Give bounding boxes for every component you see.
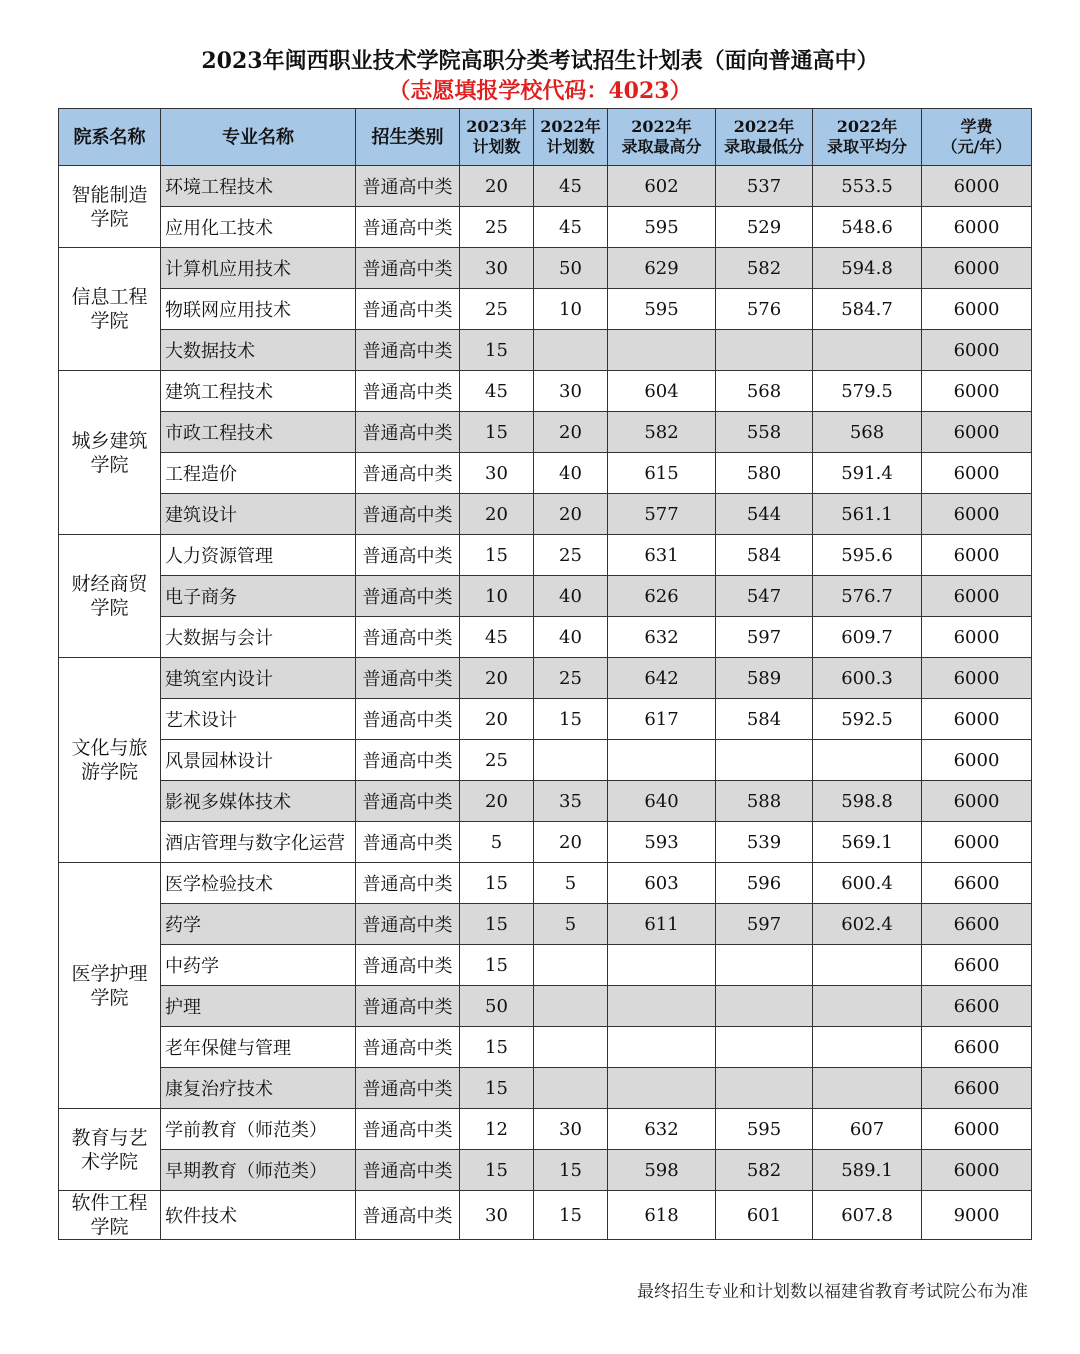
- min-score-cell: 576: [716, 289, 813, 330]
- school-code-subtitle: （志愿填报学校代码：4023）: [388, 78, 692, 104]
- avg-score-cell: 592.5: [813, 699, 922, 740]
- avg-score-cell: 594.8: [813, 248, 922, 289]
- max-score-cell: 642: [608, 658, 716, 699]
- table-row: [59, 945, 1032, 986]
- table-row: [59, 289, 1032, 330]
- plan-2022-cell: 25: [534, 658, 608, 699]
- major-name-cell: 药学: [161, 904, 356, 945]
- major-name-cell: 康复治疗技术: [161, 1068, 356, 1109]
- max-score-cell: 604: [608, 371, 716, 412]
- table-row: [59, 904, 1032, 945]
- max-score-cell: [608, 1027, 716, 1068]
- tuition-cell: 6000: [922, 453, 1032, 494]
- tuition-cell: 6000: [922, 330, 1032, 371]
- department-name-line1: 智能制造: [71, 183, 148, 206]
- plan-2023-cell: 25: [460, 740, 534, 781]
- max-score-cell: 617: [608, 699, 716, 740]
- max-score-cell: [608, 1068, 716, 1109]
- enrollment-plan-table: [58, 108, 1032, 1240]
- header-category: 招生类别: [356, 109, 460, 166]
- avg-score-cell: 607.8: [813, 1191, 922, 1240]
- tuition-cell: 9000: [922, 1191, 1032, 1240]
- avg-score-cell: [813, 1027, 922, 1068]
- avg-score-cell: 548.6: [813, 207, 922, 248]
- plan-2022-cell: 15: [534, 1191, 608, 1240]
- plan-2022-cell: 20: [534, 494, 608, 535]
- department-name-line1: 信息工程: [71, 286, 148, 308]
- table-row: [59, 1068, 1032, 1109]
- min-score-cell: 580: [716, 453, 813, 494]
- plan-2022-cell: [534, 330, 608, 371]
- header-avg-2022: 2022年 录取平均分: [813, 109, 922, 166]
- table-row: [59, 658, 1032, 699]
- header-plan-2022: 2022年 计划数: [534, 109, 608, 166]
- department-cell: [59, 658, 161, 863]
- max-score-cell: [608, 986, 716, 1027]
- avg-score-cell: [813, 986, 922, 1027]
- table-row: [59, 576, 1032, 617]
- major-name-cell: 建筑设计: [161, 494, 356, 535]
- category-cell: 普通高中类: [356, 863, 460, 904]
- category-cell: 普通高中类: [356, 576, 460, 617]
- table-row: [59, 166, 1032, 207]
- category-cell: 普通高中类: [356, 248, 460, 289]
- department-cell: [59, 535, 161, 658]
- plan-2022-cell: 15: [534, 1150, 608, 1191]
- plan-2023-cell: 15: [460, 1027, 534, 1068]
- max-score-cell: [608, 945, 716, 986]
- avg-score-cell: 568: [813, 412, 922, 453]
- major-name-cell: 中药学: [161, 945, 356, 986]
- department-name-line2: 游学院: [80, 761, 138, 783]
- min-score-cell: 595: [716, 1109, 813, 1150]
- category-cell: 普通高中类: [356, 617, 460, 658]
- category-cell: 普通高中类: [356, 699, 460, 740]
- plan-2022-cell: 5: [534, 904, 608, 945]
- plan-2023-cell: 30: [460, 1191, 534, 1240]
- max-score-cell: 595: [608, 289, 716, 330]
- table-row: [59, 1027, 1032, 1068]
- department-name-line2: 学院: [90, 1216, 129, 1238]
- table-row: [59, 330, 1032, 371]
- min-score-cell: 588: [716, 781, 813, 822]
- major-name-cell: 人力资源管理: [161, 535, 356, 576]
- plan-2023-cell: 15: [460, 945, 534, 986]
- tuition-cell: 6000: [922, 535, 1032, 576]
- department-name-line2: 学院: [90, 986, 129, 1009]
- plan-2023-cell: 15: [460, 863, 534, 904]
- category-cell: 普通高中类: [356, 1027, 460, 1068]
- major-name-cell: 酒店管理与数字化运营: [161, 822, 356, 863]
- plan-2022-cell: [534, 945, 608, 986]
- department-name-line2: 术学院: [80, 1150, 138, 1173]
- tuition-cell: 6000: [922, 248, 1032, 289]
- table-header-row: [59, 109, 1032, 166]
- plan-2022-cell: 20: [534, 822, 608, 863]
- tuition-cell: 6000: [922, 617, 1032, 658]
- major-name-cell: 护理: [161, 986, 356, 1027]
- department-cell: [59, 1191, 161, 1240]
- plan-2023-cell: 5: [460, 822, 534, 863]
- table-row: [59, 986, 1032, 1027]
- table-row: [59, 699, 1032, 740]
- min-score-cell: [716, 330, 813, 371]
- tuition-cell: 6000: [922, 494, 1032, 535]
- max-score-cell: 577: [608, 494, 716, 535]
- tuition-cell: 6600: [922, 986, 1032, 1027]
- category-cell: 普通高中类: [356, 986, 460, 1027]
- max-score-cell: 618: [608, 1191, 716, 1240]
- department-name-line2: 学院: [90, 207, 129, 230]
- major-name-cell: 学前教育（师范类）: [161, 1109, 356, 1150]
- category-cell: 普通高中类: [356, 781, 460, 822]
- plan-2022-cell: [534, 1068, 608, 1109]
- category-cell: 普通高中类: [356, 330, 460, 371]
- major-name-cell: 影视多媒体技术: [161, 781, 356, 822]
- department-name-line1: 医学护理: [71, 962, 148, 985]
- plan-2022-cell: 35: [534, 781, 608, 822]
- max-score-cell: 598: [608, 1150, 716, 1191]
- tuition-cell: 6600: [922, 945, 1032, 986]
- tuition-cell: 6000: [922, 412, 1032, 453]
- table-row: [59, 617, 1032, 658]
- avg-score-cell: 598.8: [813, 781, 922, 822]
- header-min-2022: 2022年 录取最低分: [716, 109, 813, 166]
- tuition-cell: 6600: [922, 904, 1032, 945]
- plan-2022-cell: 40: [534, 617, 608, 658]
- avg-score-cell: 595.6: [813, 535, 922, 576]
- category-cell: 普通高中类: [356, 1109, 460, 1150]
- table-row: [59, 781, 1032, 822]
- max-score-cell: 602: [608, 166, 716, 207]
- avg-score-cell: 602.4: [813, 904, 922, 945]
- category-cell: 普通高中类: [356, 207, 460, 248]
- min-score-cell: 558: [716, 412, 813, 453]
- major-name-cell: 医学检验技术: [161, 863, 356, 904]
- min-score-cell: 601: [716, 1191, 813, 1240]
- avg-score-cell: [813, 740, 922, 781]
- max-score-cell: 632: [608, 617, 716, 658]
- header-fee: 学费 （元/年）: [922, 109, 1032, 166]
- plan-2023-cell: 10: [460, 576, 534, 617]
- min-score-cell: 539: [716, 822, 813, 863]
- plan-2023-cell: 15: [460, 535, 534, 576]
- max-score-cell: [608, 330, 716, 371]
- plan-2023-cell: 45: [460, 371, 534, 412]
- major-name-cell: 物联网应用技术: [161, 289, 356, 330]
- max-score-cell: 615: [608, 453, 716, 494]
- tuition-cell: 6600: [922, 1027, 1032, 1068]
- max-score-cell: 626: [608, 576, 716, 617]
- plan-2022-cell: [534, 1027, 608, 1068]
- plan-2023-cell: 15: [460, 1068, 534, 1109]
- header-max-2022: 2022年 录取最高分: [608, 109, 716, 166]
- table-row: [59, 248, 1032, 289]
- min-score-cell: 596: [716, 863, 813, 904]
- plan-2023-cell: 15: [460, 330, 534, 371]
- avg-score-cell: 600.4: [813, 863, 922, 904]
- plan-2022-cell: 50: [534, 248, 608, 289]
- category-cell: 普通高中类: [356, 1150, 460, 1191]
- major-name-cell: 建筑工程技术: [161, 371, 356, 412]
- min-score-cell: [716, 1068, 813, 1109]
- major-name-cell: 环境工程技术: [161, 166, 356, 207]
- tuition-cell: 6000: [922, 658, 1032, 699]
- major-name-cell: 早期教育（师范类）: [161, 1150, 356, 1191]
- table-row: [59, 453, 1032, 494]
- plan-2023-cell: 20: [460, 781, 534, 822]
- plan-2022-cell: 30: [534, 1109, 608, 1150]
- min-score-cell: 547: [716, 576, 813, 617]
- plan-2023-cell: 20: [460, 699, 534, 740]
- plan-2023-cell: 30: [460, 248, 534, 289]
- department-cell: [59, 248, 161, 371]
- category-cell: 普通高中类: [356, 412, 460, 453]
- department-name-line2: 学院: [90, 453, 129, 476]
- min-score-cell: 529: [716, 207, 813, 248]
- max-score-cell: 629: [608, 248, 716, 289]
- avg-score-cell: 589.1: [813, 1150, 922, 1191]
- min-score-cell: 597: [716, 617, 813, 658]
- category-cell: 普通高中类: [356, 371, 460, 412]
- header-dept: 院系名称: [59, 109, 161, 166]
- table-row: [59, 740, 1032, 781]
- tuition-cell: 6000: [922, 781, 1032, 822]
- tuition-cell: 6600: [922, 1068, 1032, 1109]
- major-name-cell: 风景园林设计: [161, 740, 356, 781]
- category-cell: 普通高中类: [356, 166, 460, 207]
- tuition-cell: 6000: [922, 166, 1032, 207]
- avg-score-cell: 584.7: [813, 289, 922, 330]
- plan-2022-cell: 45: [534, 207, 608, 248]
- min-score-cell: 582: [716, 1150, 813, 1191]
- category-cell: 普通高中类: [356, 535, 460, 576]
- category-cell: 普通高中类: [356, 289, 460, 330]
- avg-score-cell: 569.1: [813, 822, 922, 863]
- department-cell: [59, 863, 161, 1109]
- plan-2022-cell: [534, 986, 608, 1027]
- max-score-cell: 632: [608, 1109, 716, 1150]
- avg-score-cell: 609.7: [813, 617, 922, 658]
- min-score-cell: 568: [716, 371, 813, 412]
- avg-score-cell: 561.1: [813, 494, 922, 535]
- plan-2022-cell: 45: [534, 166, 608, 207]
- tuition-cell: 6000: [922, 699, 1032, 740]
- tuition-cell: 6000: [922, 289, 1032, 330]
- category-cell: 普通高中类: [356, 945, 460, 986]
- plan-2022-cell: 15: [534, 699, 608, 740]
- department-name-line2: 学院: [90, 310, 129, 332]
- avg-score-cell: 576.7: [813, 576, 922, 617]
- max-score-cell: 582: [608, 412, 716, 453]
- plan-2023-cell: 15: [460, 1150, 534, 1191]
- min-score-cell: 537: [716, 166, 813, 207]
- category-cell: 普通高中类: [356, 1068, 460, 1109]
- table-row: [59, 494, 1032, 535]
- department-cell: [59, 166, 161, 248]
- plan-2022-cell: [534, 740, 608, 781]
- max-score-cell: 595: [608, 207, 716, 248]
- plan-2022-cell: 5: [534, 863, 608, 904]
- table-row: [59, 535, 1032, 576]
- avg-score-cell: 553.5: [813, 166, 922, 207]
- plan-2022-cell: 10: [534, 289, 608, 330]
- header-plan-2023: 2023年 计划数: [460, 109, 534, 166]
- category-cell: 普通高中类: [356, 822, 460, 863]
- min-score-cell: 584: [716, 535, 813, 576]
- max-score-cell: 640: [608, 781, 716, 822]
- table-row: [59, 412, 1032, 453]
- department-name-line2: 学院: [90, 597, 129, 619]
- table-row: [59, 207, 1032, 248]
- avg-score-cell: 579.5: [813, 371, 922, 412]
- avg-score-cell: 591.4: [813, 453, 922, 494]
- plan-2023-cell: 30: [460, 453, 534, 494]
- category-cell: 普通高中类: [356, 494, 460, 535]
- min-score-cell: 544: [716, 494, 813, 535]
- tuition-cell: 6000: [922, 207, 1032, 248]
- avg-score-cell: 607: [813, 1109, 922, 1150]
- table-row: [59, 1109, 1032, 1150]
- footer-note: 最终招生专业和计划数以福建省教育考试院公布为准: [637, 1282, 1028, 1302]
- tuition-cell: 6000: [922, 822, 1032, 863]
- tuition-cell: 6600: [922, 863, 1032, 904]
- min-score-cell: 597: [716, 904, 813, 945]
- category-cell: 普通高中类: [356, 1191, 460, 1240]
- plan-2023-cell: 20: [460, 658, 534, 699]
- major-name-cell: 建筑室内设计: [161, 658, 356, 699]
- plan-2022-cell: 40: [534, 576, 608, 617]
- plan-2023-cell: 25: [460, 289, 534, 330]
- category-cell: 普通高中类: [356, 904, 460, 945]
- table-row: [59, 863, 1032, 904]
- major-name-cell: 大数据技术: [161, 330, 356, 371]
- category-cell: 普通高中类: [356, 453, 460, 494]
- major-name-cell: 市政工程技术: [161, 412, 356, 453]
- avg-score-cell: [813, 945, 922, 986]
- plan-2023-cell: 50: [460, 986, 534, 1027]
- max-score-cell: 603: [608, 863, 716, 904]
- category-cell: 普通高中类: [356, 740, 460, 781]
- department-name-line1: 财经商贸: [71, 573, 148, 595]
- min-score-cell: 582: [716, 248, 813, 289]
- category-cell: 普通高中类: [356, 658, 460, 699]
- department-name-line1: 教育与艺: [71, 1126, 148, 1149]
- major-name-cell: 工程造价: [161, 453, 356, 494]
- tuition-cell: 6000: [922, 740, 1032, 781]
- table-row: [59, 822, 1032, 863]
- plan-2022-cell: 25: [534, 535, 608, 576]
- major-name-cell: 老年保健与管理: [161, 1027, 356, 1068]
- plan-2023-cell: 45: [460, 617, 534, 658]
- tuition-cell: 6000: [922, 371, 1032, 412]
- avg-score-cell: 600.3: [813, 658, 922, 699]
- avg-score-cell: [813, 330, 922, 371]
- plan-2023-cell: 20: [460, 166, 534, 207]
- plan-2022-cell: 20: [534, 412, 608, 453]
- major-name-cell: 应用化工技术: [161, 207, 356, 248]
- department-cell: [59, 1109, 161, 1191]
- tuition-cell: 6000: [922, 1109, 1032, 1150]
- department-name-line1: 城乡建筑: [71, 429, 148, 452]
- major-name-cell: 大数据与会计: [161, 617, 356, 658]
- max-score-cell: [608, 740, 716, 781]
- header-major: 专业名称: [161, 109, 356, 166]
- max-score-cell: 593: [608, 822, 716, 863]
- max-score-cell: 631: [608, 535, 716, 576]
- department-name-line1: 文化与旅: [71, 737, 148, 759]
- table-row: [59, 371, 1032, 412]
- max-score-cell: 611: [608, 904, 716, 945]
- page-title: 2023年闽西职业技术学院高职分类考试招生计划表（面向普通高中）: [201, 48, 879, 74]
- min-score-cell: [716, 945, 813, 986]
- table-row: [59, 1150, 1032, 1191]
- avg-score-cell: [813, 1068, 922, 1109]
- department-name-line1: 软件工程: [71, 1192, 148, 1214]
- plan-2023-cell: 25: [460, 207, 534, 248]
- major-name-cell: 艺术设计: [161, 699, 356, 740]
- plan-2023-cell: 15: [460, 412, 534, 453]
- plan-2022-cell: 30: [534, 371, 608, 412]
- min-score-cell: 584: [716, 699, 813, 740]
- plan-2022-cell: 40: [534, 453, 608, 494]
- table-row: [59, 1191, 1032, 1240]
- tuition-cell: 6000: [922, 576, 1032, 617]
- min-score-cell: [716, 1027, 813, 1068]
- plan-2023-cell: 15: [460, 904, 534, 945]
- tuition-cell: 6000: [922, 1150, 1032, 1191]
- plan-2023-cell: 12: [460, 1109, 534, 1150]
- min-score-cell: [716, 986, 813, 1027]
- major-name-cell: 电子商务: [161, 576, 356, 617]
- major-name-cell: 软件技术: [161, 1191, 356, 1240]
- min-score-cell: [716, 740, 813, 781]
- department-cell: [59, 371, 161, 535]
- plan-2023-cell: 20: [460, 494, 534, 535]
- major-name-cell: 计算机应用技术: [161, 248, 356, 289]
- min-score-cell: 589: [716, 658, 813, 699]
